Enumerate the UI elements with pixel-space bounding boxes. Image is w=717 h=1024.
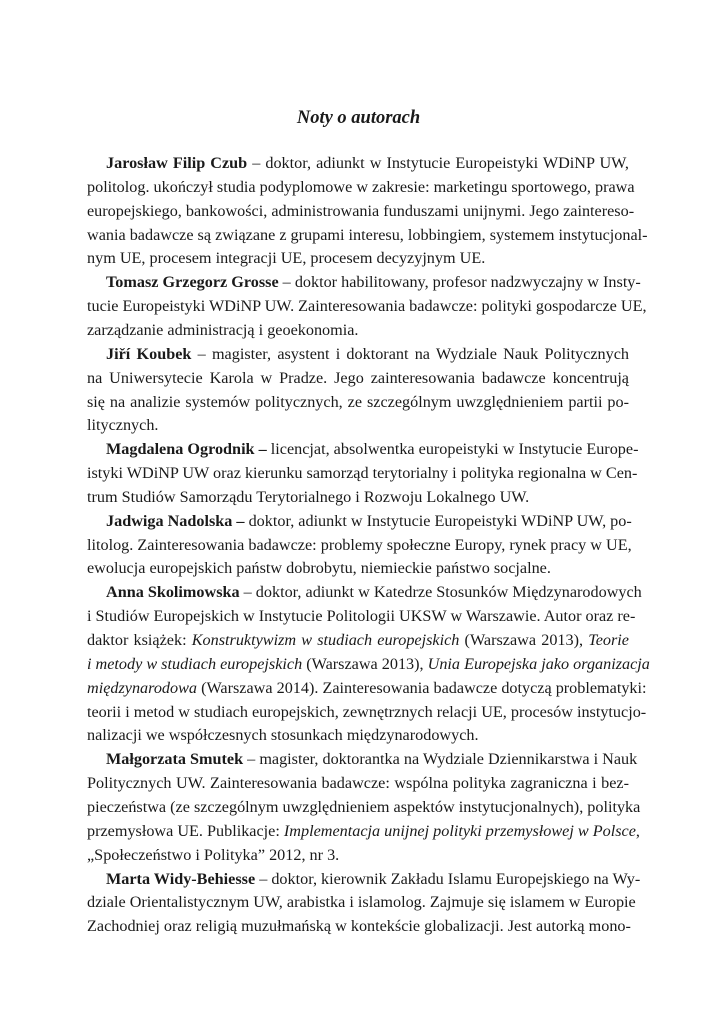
book-title: Konstruktywizm w studiach europejskich — [191, 631, 460, 649]
line-text: tucie Europeistyki WDiNP UW. Zainteresowania badawcze: polityki gospodarcze UE, — [87, 297, 647, 316]
text-line — [106, 867, 641, 891]
text-line — [87, 556, 629, 580]
line-text: Zachodniej oraz religią muzułmańską w kontekście globalizacji. Jest autorką mono- — [87, 917, 631, 936]
line-text: daktor książek: — [87, 631, 192, 649]
line-text: licencjat, absolwentka europeistyki w Instytucie Europe- — [266, 440, 639, 459]
line-text: ewolucja europejskich państw dobrobytu, niemieckie państwo socjalne. — [87, 559, 551, 578]
text-line — [87, 771, 629, 795]
text-line — [87, 628, 629, 652]
line-text: – doktor habilitowany, profesor nadzwyczajny w Insty- — [278, 273, 641, 292]
line-text: przemysłowa UE. Publikacje: — [87, 821, 284, 840]
text-line — [87, 318, 629, 342]
text-line — [87, 604, 636, 628]
text-line — [87, 223, 648, 247]
line-text: „Społeczeństwo i Polityka” 2012, nr 3. — [87, 845, 340, 864]
text-line — [87, 795, 641, 819]
line-text: litolog. Zainteresowania badawcze: problemy społeczne Europy, rynek pracy w UE, — [87, 535, 632, 554]
line-text: (Warszawa 2013), — [459, 631, 589, 649]
line-text: istyki WDiNP UW oraz kierunku samorząd terytorialny i polityka regionalna w Cen- — [87, 464, 638, 483]
text-line — [87, 461, 638, 485]
line-text: , — [635, 821, 640, 840]
text-line — [87, 676, 647, 700]
author-name: Jiří Koubek — [106, 344, 192, 363]
line-text: litycznych. — [87, 416, 159, 435]
line-text: dziale Orientalistycznym UW, arabistka i islamolog. Zajmuje się islamem w Europie — [87, 893, 636, 912]
text-line — [106, 151, 629, 175]
text-line — [106, 437, 639, 461]
line-text: i Studiów Europejskich w Instytucie Politologii UKSW w Warszawie. Autor oraz re- — [87, 607, 636, 626]
text-line — [87, 700, 647, 724]
author-name: Anna Skolimowska — [106, 583, 240, 602]
line-text: – doktor, adiunkt w Instytucie Europeistyki WDiNP UW, — [247, 154, 629, 172]
line-text: europejskiego, bankowości, administrowania funduszami unijnymi. Jego zaintereso- — [87, 201, 635, 220]
text-line — [87, 366, 629, 390]
line-text: zarządzanie administracją i geoekonomia. — [87, 320, 359, 339]
text-line — [87, 246, 629, 270]
text-line — [87, 199, 635, 223]
line-text: trum Studiów Samorządu Terytorialnego i Rozwoju Lokalnego UW. — [87, 487, 530, 506]
book-title: Unia Europejska jako organizacja — [427, 654, 650, 673]
text-line — [87, 533, 632, 557]
line-text: Politycznych UW. Zainteresowania badawcze: wspólna polityka zagraniczna i bez- — [87, 774, 629, 793]
text-line — [87, 390, 629, 414]
line-text: – magister, asystent i doktorant na Wydziale Nauk Politycznych — [191, 344, 629, 363]
text-line — [87, 652, 650, 676]
line-text: (Warszawa 2013), — [302, 654, 428, 673]
page-title: Noty o autorach — [296, 108, 421, 128]
author-name: Magdalena Ogrodnik – — [106, 440, 267, 459]
book-title: międzynarodowa — [87, 678, 198, 697]
line-text: nalizacji we współczesnych stosunkach międzynarodowych. — [87, 726, 479, 745]
line-text: – doktor, adiunkt w Katedrze Stosunków Międzynarodowych — [239, 583, 642, 602]
book-title: Implementacja unijnej polityki przemysłowej w Polsce — [283, 821, 636, 840]
line-text: – doktor, kierownik Zakładu Islamu Europejskiego na Wy- — [255, 869, 641, 888]
text-line — [106, 270, 641, 294]
line-text: wania badawcze są związane z grupami interesu, lobbingiem, systemem instytucjonal- — [87, 225, 648, 244]
line-text: politolog. ukończył studia podyplomowe w zakresie: marketingu sportowego, prawa — [87, 177, 635, 196]
author-name: Małgorzata Smutek — [106, 750, 244, 769]
book-title: Teorie — [588, 631, 629, 649]
book-title: i metody w studiach europejskich — [87, 654, 303, 673]
text-line — [106, 342, 629, 366]
text-line — [106, 747, 638, 771]
line-text: nym UE, procesem integracji UE, procesem decyzyjnym UE. — [87, 249, 486, 268]
text-line — [87, 723, 629, 747]
text-line — [87, 485, 629, 509]
line-text: doktor, adiunkt w Instytucie Europeistyki WDiNP UW, po- — [244, 511, 632, 530]
text-line — [87, 294, 647, 318]
line-text: – magister, doktorantka na Wydziale Dziennikarstwa i Nauk — [243, 750, 638, 769]
author-name: Marta Widy-Behiesse — [106, 869, 256, 888]
text-line — [87, 843, 629, 867]
line-text: (Warszawa 2014). Zainteresowania badawcze dotyczą problematyki: — [197, 678, 647, 697]
line-text: teorii i metod w studiach europejskich, zewnętrznych relacji UE, procesów instytucjo- — [87, 702, 647, 721]
text-line — [87, 175, 635, 199]
author-name: Tomasz Grzegorz Grosse — [106, 273, 279, 292]
line-text: pieczeństwa (ze szczególnym uwzględnieniem aspektów instytucjonalnych), polityka — [87, 797, 641, 816]
text-line — [106, 580, 642, 604]
text-line — [87, 914, 629, 938]
line-text: na Uniwersytecie Karola w Pradze. Jego zainteresowania badawcze koncentrują — [87, 368, 629, 387]
author-name: Jadwiga Nadolska – — [106, 511, 245, 530]
author-name: Jarosław Filip Czub — [106, 154, 248, 172]
line-text: się na analizie systemów politycznych, ze szczególnym uwzględnieniem partii po- — [87, 392, 629, 411]
text-line — [106, 509, 632, 533]
text-line — [87, 819, 640, 843]
text-line — [87, 413, 629, 437]
text-line — [87, 890, 636, 914]
